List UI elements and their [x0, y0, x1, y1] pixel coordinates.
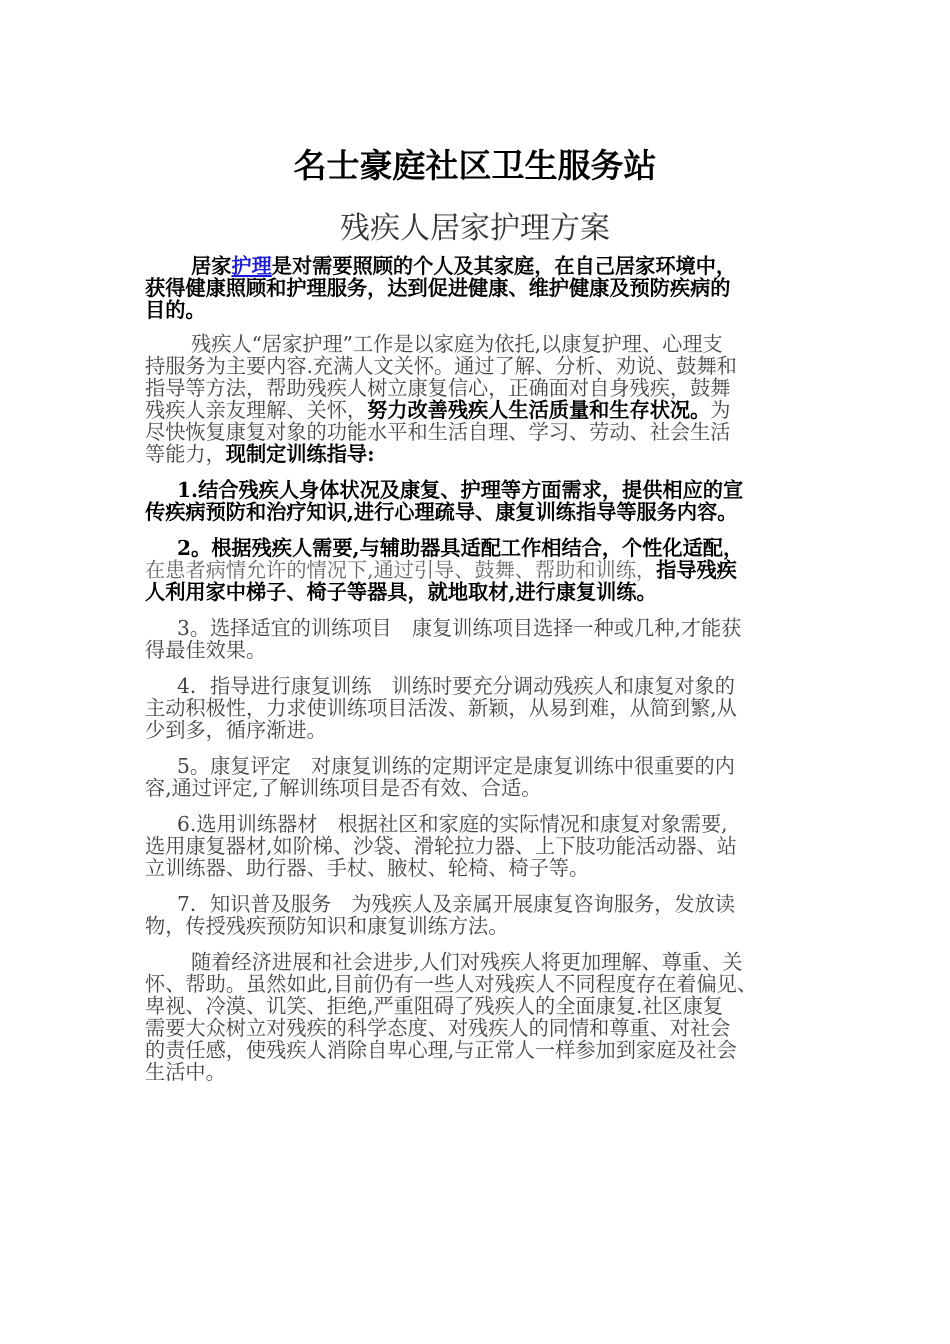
list-item-6: 6.选用训练器材 根据社区和家庭的实际情况和康复对象需要, 选用康复器材,如阶梯、沙袋、滑轮拉力器、上下肢功能活动器、站 立训练器、助行器、手杖、腋杖、轮椅、椅子等。 [145, 812, 737, 880]
intro-paragraph: 居家护理是对需要照顾的个人及其家庭，在自己居家环境中， 获得健康照顾和护理服务，达到促进健康、维护健康及预防疾病的 目的。 [145, 254, 737, 322]
page-subtitle: 残疾人居家护理方案 [340, 211, 610, 246]
document-body [145, 255, 810, 1083]
list-item-3: 3。选择适宜的训练项目 康复训练项目选择一种或几种,才能获 得最佳效果。 [145, 616, 742, 662]
overview-paragraph: 残疾人“居家护理”工作是以家庭为依托,以康复护理、心理支 持服务为主要内容.充满人文关怀。通过了解、分析、劝说、鼓舞和 指导等方法，帮助残疾人树立康复信心，正确面对自身残疾，鼓舞 残疾人亲友理解、关怀，努力改善残疾人生活质量和生存状况。为 尽快恢复康复对象的功能水平和生活自理、学习、劳动、社会生活 等能力，现制定训练指导: [145, 332, 737, 466]
list-item-5: 5。康复评定 对康复训练的定期评定是康复训练中很重要的内 容,通过评定,了解训练项目是否有效、合适。 [145, 754, 735, 800]
list-item-1: 1.结合残疾人身体状况及康复、护理等方面需求，提供相应的宣 传疾病预防和治疗知识,进行心理疏导、康复训练指导等服务内容。 [145, 478, 744, 524]
list-item-7: 7．知识普及服务 为残疾人及亲属开展康复咨询服务，发放读 物，传授残疾预防知识和康复训练方法。 [145, 892, 735, 938]
closing-paragraph: 随着经济进展和社会进步,人们对残疾人将更加理解、尊重、关 怀、帮助。虽然如此,目前仍有一些人对残疾人不同程度存在着偏见、 卑视、冷漠、讥笑、拒绝,严重阻碍了残疾人的全面康复.社区康复 需要大众树立对残疾的科学态度、对残疾人的同情和尊重、对社会 的责任感，使残疾人消除自卑心理,与正常人一样参加到家庭及社会 生活中。 [145, 950, 758, 1084]
list-item-2: 2。根据残疾人需要,与辅助器具适配工作相结合，个性化适配， 在患者病情允许的情况下,通过引导、鼓舞、帮助和训练，指导残疾 人利用家中梯子、椅子等器具，就地取材,进行康复训练。 [145, 536, 744, 604]
list-item-4: 4．指导进行康复训练 训练时要充分调动残疾人和康复对象的 主动积极性，力求使训练项目活泼、新颖，从易到难，从简到繁,从 少到多，循序渐进。 [145, 674, 737, 742]
nursing-link[interactable]: 护理 [231, 254, 272, 278]
page-title: 名士豪庭社区卫生服务站 [293, 146, 657, 185]
